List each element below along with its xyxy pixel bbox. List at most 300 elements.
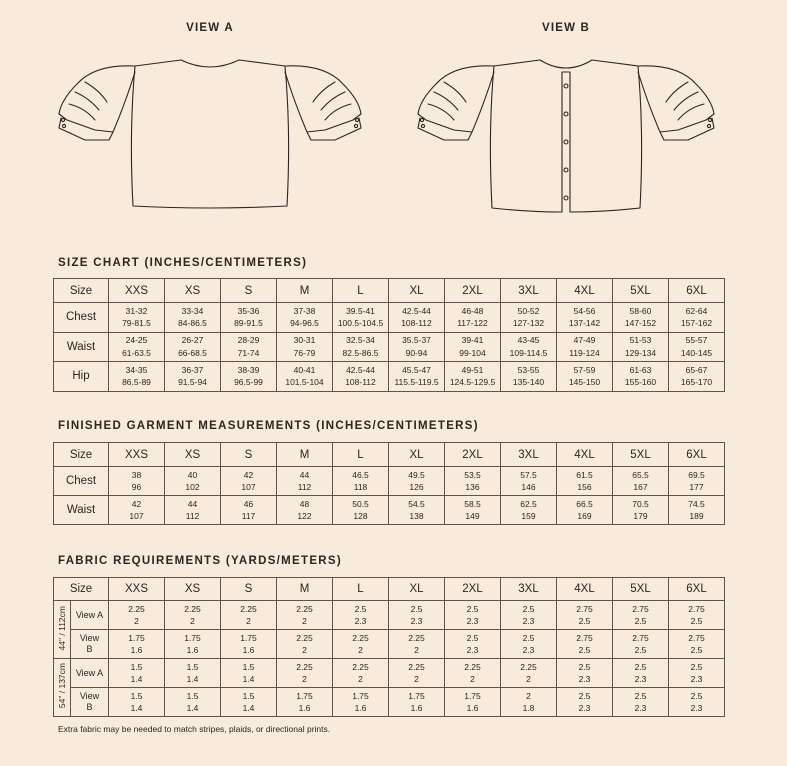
value-meters: 2.5 [578, 645, 591, 655]
measurement-cell [277, 332, 333, 362]
measurement-cell [165, 362, 221, 392]
value-yards: 2.25 [184, 603, 201, 614]
table-row [54, 496, 725, 525]
value-meters: 2.5 [578, 616, 591, 626]
value-centimeters: 108-112 [401, 318, 432, 329]
value-yards: 2.75 [632, 632, 649, 643]
value-inches: 58-60 [629, 305, 652, 316]
size-column-header: 5XL [613, 578, 669, 601]
value-centimeters: 118 [353, 482, 368, 492]
value-meters: 2 [470, 674, 475, 684]
value-inches: 30-31 [293, 335, 316, 346]
size-header-row [54, 279, 725, 303]
value-centimeters: 109-114.5 [509, 347, 548, 358]
value-centimeters: 137-142 [568, 318, 601, 329]
value-yards: 2.75 [632, 603, 649, 614]
fabric-width-label-cell [54, 659, 71, 717]
fabric-cell [669, 688, 725, 717]
measurement-cell [221, 303, 277, 333]
value-meters: 2 [302, 616, 307, 626]
measurement-cell [501, 362, 557, 392]
value-centimeters: 124.5-129.5 [449, 377, 496, 388]
size-column-header: XXS [109, 578, 165, 601]
fabric-cell [389, 688, 445, 717]
value-meters: 2.3 [522, 645, 535, 655]
size-column-header: M [277, 578, 333, 601]
value-inches: 54.5 [408, 498, 425, 509]
measurement-cell [165, 496, 221, 525]
view-label-cell [71, 630, 109, 659]
value-yards: 1.5 [130, 661, 143, 672]
value-meters: 1.4 [186, 703, 199, 713]
value-inches: 45.5-47 [402, 364, 431, 375]
fabric-cell [333, 630, 389, 659]
size-column-header: 6XL [669, 443, 725, 467]
value-meters: 2.3 [410, 616, 423, 626]
size-column-header: XS [165, 578, 221, 601]
value-inches: 57.5 [520, 469, 537, 480]
value-inches: 38 [131, 469, 142, 480]
value-inches: 50.5 [352, 498, 369, 509]
fabric-cell [221, 659, 277, 688]
value-meters: 2 [358, 674, 363, 684]
measurement-cell [613, 303, 669, 333]
size-column-header: 6XL [669, 578, 725, 601]
value-yards: 2.5 [354, 603, 367, 614]
value-centimeters: 107 [129, 511, 144, 521]
measurement-cell [613, 496, 669, 525]
value-inches: 53.5 [464, 469, 481, 480]
fabric-cell [221, 688, 277, 717]
value-centimeters: 101.5-104 [285, 377, 324, 388]
fabric-cell [165, 659, 221, 688]
value-meters: 2.5 [634, 616, 647, 626]
fabric-cell [501, 659, 557, 688]
size-column-header: S [221, 578, 277, 601]
fabric-cell [333, 688, 389, 717]
value-inches: 49.5 [408, 469, 425, 480]
view-label-letter: B [86, 702, 93, 712]
measurement-cell [277, 496, 333, 525]
view-label-cell [71, 688, 109, 717]
fabric-cell [613, 659, 669, 688]
fabric-cell [613, 601, 669, 630]
size-column-header: 3XL [501, 578, 557, 601]
size-column-header: L [333, 578, 389, 601]
size-column-header: 6XL [669, 279, 725, 303]
measurement-cell [501, 303, 557, 333]
value-inches: 32.5-34 [346, 335, 375, 346]
fabric-cell [109, 630, 165, 659]
value-inches: 36-37 [181, 364, 204, 375]
value-yards: 2.25 [128, 603, 145, 614]
measurement-cell [613, 332, 669, 362]
value-inches: 35.5-37 [402, 335, 431, 346]
value-meters: 1.4 [130, 703, 143, 713]
view-b-garment-illustration [410, 52, 730, 217]
value-meters: 2.3 [466, 616, 479, 626]
value-centimeters: 138 [409, 511, 424, 521]
size-chart-title: SIZE CHART (INCHES/CENTIMETERS) [58, 257, 308, 269]
value-meters: 2 [358, 645, 363, 655]
value-yards: 2.5 [690, 690, 703, 701]
value-yards: 2.25 [520, 661, 537, 672]
value-meters: 1.6 [410, 703, 423, 713]
value-yards: 2.25 [408, 632, 425, 643]
fabric-cell [277, 688, 333, 717]
value-yards: 1.75 [408, 690, 425, 701]
value-meters: 2 [302, 674, 307, 684]
value-centimeters: 79-81.5 [122, 318, 151, 329]
value-meters: 2 [134, 616, 139, 626]
fabric-cell [109, 659, 165, 688]
value-centimeters: 140-145 [680, 347, 713, 358]
view-label-letter: B [86, 644, 93, 654]
value-centimeters: 149 [465, 511, 480, 521]
value-centimeters: 177 [689, 482, 704, 492]
value-meters: 1.8 [522, 703, 535, 713]
value-meters: 1.4 [186, 674, 199, 684]
fabric-width-label: 54" / 137cm [57, 663, 67, 709]
value-centimeters: 112 [185, 511, 200, 521]
fabric-cell [277, 601, 333, 630]
measurement-cell [165, 467, 221, 496]
value-yards: 1.5 [186, 661, 199, 672]
size-column-header: XXS [109, 279, 165, 303]
value-inches: 40-41 [293, 364, 316, 375]
value-centimeters: 157-162 [680, 318, 713, 329]
measurement-cell [277, 362, 333, 392]
size-column-header: L [333, 279, 389, 303]
fabric-cell [165, 601, 221, 630]
value-centimeters: 122 [297, 511, 312, 521]
fabric-cell [501, 688, 557, 717]
measurement-cell [669, 303, 725, 333]
value-inches: 44 [187, 498, 198, 509]
size-column-header: 2XL [445, 578, 501, 601]
value-centimeters: 129-134 [624, 347, 657, 358]
value-centimeters: 112 [297, 482, 312, 492]
fabric-cell [669, 659, 725, 688]
value-meters: 2.3 [690, 703, 703, 713]
fabric-cell [221, 630, 277, 659]
measurement-cell [221, 467, 277, 496]
value-centimeters: 146 [521, 482, 536, 492]
view-label: View A [75, 667, 104, 678]
value-meters: 2 [302, 645, 307, 655]
value-meters: 1.4 [242, 674, 255, 684]
value-yards: 2.75 [576, 603, 593, 614]
value-meters: 2 [246, 616, 251, 626]
value-centimeters: 145-150 [568, 377, 601, 388]
value-yards: 1.5 [242, 690, 255, 701]
value-centimeters: 128 [353, 511, 368, 521]
value-inches: 49-51 [461, 364, 484, 375]
value-inches: 48 [299, 498, 310, 509]
size-header-label: Size [54, 443, 109, 467]
value-inches: 74.5 [688, 498, 705, 509]
value-inches: 44 [299, 469, 310, 480]
value-centimeters: 155-160 [624, 377, 657, 388]
fabric-cell [333, 601, 389, 630]
value-centimeters: 169 [577, 511, 592, 521]
value-inches: 66.5 [576, 498, 593, 509]
measurement-cell [165, 332, 221, 362]
size-column-header: 5XL [613, 443, 669, 467]
measurement-cell [109, 362, 165, 392]
value-centimeters: 165-170 [680, 377, 713, 388]
value-centimeters: 179 [633, 511, 648, 521]
fabric-cell [445, 630, 501, 659]
fabric-cell [277, 659, 333, 688]
value-inches: 62-64 [685, 305, 708, 316]
value-centimeters: 84-86.5 [178, 318, 207, 329]
measurement-cell [389, 303, 445, 333]
value-inches: 40 [187, 469, 198, 480]
value-inches: 65-67 [685, 364, 708, 375]
fabric-cell [165, 688, 221, 717]
measurement-cell [557, 496, 613, 525]
value-centimeters: 136 [465, 482, 480, 492]
value-centimeters: 91.5-94 [178, 377, 207, 388]
value-inches: 33-34 [181, 305, 204, 316]
value-inches: 46 [243, 498, 254, 509]
value-inches: 42.5-44 [346, 364, 375, 375]
value-centimeters: 156 [577, 482, 592, 492]
value-yards: 2.5 [522, 632, 535, 643]
size-column-header: 4XL [557, 279, 613, 303]
value-yards: 2.5 [466, 603, 479, 614]
value-centimeters: 115.5-119.5 [394, 377, 439, 388]
value-yards: 1.5 [130, 690, 143, 701]
measurement-cell [333, 467, 389, 496]
measurement-cell [221, 332, 277, 362]
view-b-title: VIEW B [541, 22, 591, 34]
fabric-cell [165, 630, 221, 659]
value-yards: 2.75 [688, 632, 705, 643]
measurement-cell [445, 467, 501, 496]
value-meters: 2.3 [522, 616, 535, 626]
measurement-cell [669, 467, 725, 496]
value-centimeters: 167 [633, 482, 648, 492]
measurement-cell [501, 332, 557, 362]
measurement-cell [221, 496, 277, 525]
fabric-cell [669, 601, 725, 630]
value-yards: 2.25 [408, 661, 425, 672]
value-centimeters: 86.5-89 [122, 377, 151, 388]
view-label: View A [75, 609, 104, 620]
value-meters: 2 [190, 616, 195, 626]
fabric-cell [109, 601, 165, 630]
value-meters: 1.6 [130, 645, 143, 655]
value-inches: 34-35 [125, 364, 148, 375]
fabric-width-label-cell [54, 601, 71, 659]
value-inches: 31-32 [125, 305, 148, 316]
value-inches: 38-39 [237, 364, 260, 375]
value-yards: 2.25 [240, 603, 257, 614]
measurement-cell [277, 303, 333, 333]
value-centimeters: 89-91.5 [234, 318, 263, 329]
value-yards: 2.25 [296, 632, 313, 643]
fabric-cell [445, 659, 501, 688]
view-a-garment-illustration [55, 52, 375, 212]
fabric-cell [613, 630, 669, 659]
measurement-cell [221, 362, 277, 392]
value-inches: 46-48 [461, 305, 484, 316]
value-yards: 2.75 [688, 603, 705, 614]
value-meters: 2 [414, 645, 419, 655]
value-inches: 54-56 [573, 305, 596, 316]
measurement-cell [557, 362, 613, 392]
value-centimeters: 76-79 [293, 347, 316, 358]
view-a-title: VIEW A [186, 22, 234, 34]
value-centimeters: 117-122 [457, 318, 488, 329]
size-header-label: Size [54, 279, 109, 303]
size-column-header: S [221, 443, 277, 467]
value-meters: 1.6 [186, 645, 199, 655]
value-centimeters: 108-112 [345, 377, 376, 388]
fabric-cell [501, 630, 557, 659]
value-yards: 2.5 [466, 632, 479, 643]
value-centimeters: 159 [521, 511, 536, 521]
fabric-width-label: 44" / 112cm [57, 605, 67, 651]
fabric-cell [669, 630, 725, 659]
measurement-cell [669, 362, 725, 392]
value-centimeters: 102 [185, 482, 200, 492]
size-header-row [54, 443, 725, 467]
value-yards: 2.5 [634, 690, 647, 701]
measurement-cell [557, 332, 613, 362]
value-meters: 2.5 [634, 645, 647, 655]
value-yards: 1.75 [128, 632, 145, 643]
measurement-cell [333, 362, 389, 392]
value-meters: 2.3 [634, 674, 647, 684]
size-header-label: Size [54, 578, 109, 601]
value-centimeters: 71-74 [237, 347, 260, 358]
measurement-label: Waist [54, 332, 109, 362]
value-inches: 37-38 [293, 305, 316, 316]
measurement-label: Hip [54, 362, 109, 392]
table-row [54, 332, 725, 362]
size-column-header: 5XL [613, 279, 669, 303]
finished-garment-title: FINISHED GARMENT MEASUREMENTS (INCHES/CENTIMETERS) [58, 420, 479, 432]
value-inches: 51-53 [629, 335, 652, 346]
measurement-cell [557, 303, 613, 333]
table-row [54, 630, 725, 659]
size-column-header: XL [389, 443, 445, 467]
value-inches: 47-49 [573, 335, 596, 346]
measurement-cell [501, 467, 557, 496]
measurement-cell [389, 332, 445, 362]
value-centimeters: 147-152 [624, 318, 657, 329]
view-label: View [79, 691, 100, 701]
value-centimeters: 117 [241, 511, 256, 521]
size-column-header: 2XL [445, 443, 501, 467]
value-inches: 69.5 [688, 469, 705, 480]
size-column-header: M [277, 443, 333, 467]
value-centimeters: 96.5-99 [234, 377, 263, 388]
value-yards: 2.5 [522, 603, 535, 614]
fabric-footnote: Extra fabric may be needed to match stripes, plaids, or directional prints. [58, 724, 331, 734]
value-centimeters: 189 [689, 511, 704, 521]
value-yards: 2.5 [578, 661, 591, 672]
size-column-header: 4XL [557, 443, 613, 467]
value-yards: 2.25 [352, 632, 369, 643]
value-centimeters: 107 [241, 482, 256, 492]
value-yards: 1.5 [242, 661, 255, 672]
size-chart-table [53, 278, 725, 392]
value-centimeters: 96 [131, 482, 142, 492]
fabric-cell [109, 688, 165, 717]
value-centimeters: 126 [409, 482, 424, 492]
value-centimeters: 66-68.5 [178, 347, 207, 358]
value-meters: 2.3 [466, 645, 479, 655]
measurement-cell [557, 467, 613, 496]
value-centimeters: 90-94 [405, 347, 428, 358]
value-meters: 2.3 [634, 703, 647, 713]
value-inches: 39-41 [461, 335, 484, 346]
measurement-cell [613, 467, 669, 496]
value-yards: 1.75 [240, 632, 257, 643]
measurement-cell [669, 496, 725, 525]
fabric-cell [557, 630, 613, 659]
value-yards: 1.5 [186, 690, 199, 701]
size-column-header: M [277, 279, 333, 303]
value-centimeters: 135-140 [512, 377, 545, 388]
value-inches: 46.5 [352, 469, 369, 480]
table-row [54, 601, 725, 630]
fabric-cell [557, 601, 613, 630]
value-meters: 1.4 [130, 674, 143, 684]
value-yards: 2.25 [464, 661, 481, 672]
value-inches: 35-36 [237, 305, 260, 316]
measurement-cell [109, 467, 165, 496]
measurement-cell [109, 496, 165, 525]
measurement-cell [333, 303, 389, 333]
measurement-cell [109, 332, 165, 362]
value-meters: 2.3 [578, 703, 591, 713]
value-meters: 1.6 [354, 703, 367, 713]
table-row [54, 467, 725, 496]
measurement-cell [277, 467, 333, 496]
value-yards: 2.5 [634, 661, 647, 672]
value-yards: 2 [526, 690, 531, 701]
fabric-cell [445, 688, 501, 717]
view-label-cell [71, 601, 109, 630]
value-centimeters: 119-124 [569, 347, 600, 358]
fabric-cell [557, 659, 613, 688]
value-meters: 2.3 [690, 674, 703, 684]
measurement-cell [109, 303, 165, 333]
size-column-header: XL [389, 578, 445, 601]
value-centimeters: 100.5-104.5 [337, 318, 384, 329]
fabric-cell [333, 659, 389, 688]
measurement-cell [333, 332, 389, 362]
value-inches: 55-57 [685, 335, 708, 346]
value-meters: 1.6 [242, 645, 255, 655]
value-meters: 1.6 [466, 703, 479, 713]
measurement-label: Waist [54, 496, 109, 525]
table-row [54, 659, 725, 688]
value-meters: 2 [526, 674, 531, 684]
value-inches: 24-25 [125, 335, 148, 346]
value-inches: 50-52 [517, 305, 540, 316]
size-column-header: 4XL [557, 578, 613, 601]
table-row [54, 688, 725, 717]
size-column-header: XS [165, 443, 221, 467]
measurement-cell [165, 303, 221, 333]
measurement-cell [445, 303, 501, 333]
